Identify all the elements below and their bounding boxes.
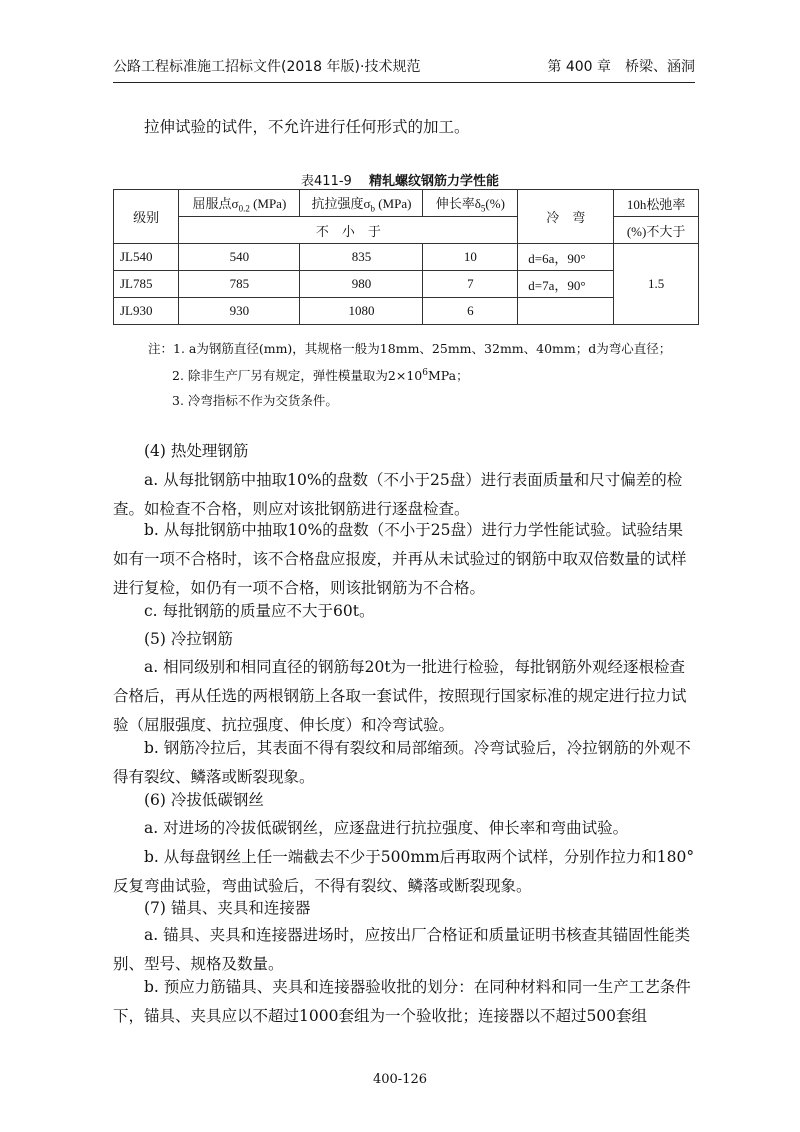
cell-elongation: 10: [423, 244, 518, 271]
header-document-title: 公路工程标准施工招标文件(2018 年版)·技术规范: [113, 59, 421, 75]
header-relaxation-2: (%)不大于: [614, 217, 699, 244]
paragraph-6a: a. 对进场的冷拔低碳钢丝，应逐盘进行抗拉强度、伸长率和弯曲试验。: [144, 819, 629, 837]
table-row: [114, 244, 699, 271]
page-number: 400-126: [372, 1072, 428, 1087]
cell-grade: JL540: [114, 244, 179, 271]
cell-relaxation: 1.5: [614, 244, 699, 325]
cell-elongation: 7: [423, 271, 518, 298]
header-elongation: 伸长率$\delta_5(\%)$: [423, 190, 518, 217]
mechanical-properties-table: [113, 189, 699, 325]
header-tensile: 抗拉强度$\sigma_b$ (MPa): [300, 190, 423, 217]
section-heading-6: (6) 冷拔低碳钢丝: [144, 791, 264, 809]
header-not-less-than: 不 小 于: [179, 217, 518, 244]
header-relaxation-1: 10h松弛率: [614, 190, 699, 217]
table-row: [114, 298, 699, 325]
paragraph-7b: b. 预应力筋锚具、夹具和连接器验收批的划分：在同种材料和同一生产工艺条件下，锚具、夹具应以不超过1000套组为一个验收批；连接器以不超过500套组: [113, 978, 691, 1025]
paragraph-5b: b. 钢筋冷拉后，其表面不得有裂纹和局部缩颈。冷弯试验后，冷拉钢筋的外观不得有裂纹、鳞落或断裂现象。: [113, 739, 691, 786]
header-yield: 屈服点$\sigma_{0.2}$ (MPa): [179, 190, 300, 217]
paragraph-4a: a. 从每批钢筋中抽取10%的盘数（不小于25盘）进行表面质量和尺寸偏差的检查。如检查不合格，则应对该批钢筋进行逐盘检查。: [113, 471, 683, 518]
note-1: 注：1. a为钢筋直径(mm)，其规格一般为18mm、25mm、32mm、40mm；d为弯心直径；: [148, 341, 672, 356]
cell-tensile: 1080: [300, 298, 423, 325]
header-rule: [113, 82, 695, 83]
cell-cold-bend: d=6a，90°: [518, 244, 614, 271]
intro-line: 拉伸试验的试件，不允许进行任何形式的加工。: [144, 118, 470, 136]
paragraph-4c: c. 每批钢筋的质量应不大于60t。: [144, 602, 375, 620]
cell-cold-bend: [518, 298, 614, 325]
section-heading-7: (7) 锚具、夹具和连接器: [144, 899, 311, 917]
cell-yield: 930: [179, 298, 300, 325]
table-caption-number: 表411-9: [301, 174, 352, 189]
paragraph-4b: b. 从每批钢筋中抽取10%的盘数（不小于25盘）进行力学性能试验。试验结果如有一项不合格时，该不合格盘应报废，并再从未试验过的钢筋中取双倍数量的试样进行复检，如仍有一项不合格，则该批钢筋为不合格。: [113, 521, 687, 597]
cell-grade: JL785: [114, 271, 179, 298]
note-3: 3. 冷弯指标不作为交货条件。: [172, 393, 338, 409]
cell-tensile: 980: [300, 271, 423, 298]
table-header-row: [114, 190, 699, 217]
note-2: 2. 除非生产厂另有规定，弹性模量取为$2\times 10^6MPa$；: [172, 368, 469, 384]
page-header: [113, 56, 695, 80]
table-notes: [148, 336, 671, 413]
cell-yield: 540: [179, 244, 300, 271]
section-heading-4: (4) 热处理钢筋: [144, 442, 249, 460]
cell-cold-bend: d=7a，90°: [518, 271, 614, 298]
table-row: [114, 271, 699, 298]
table-caption-title: 精轧螺纹钢筋力学性能: [368, 174, 499, 189]
header-chapter-title: 第 400 章 桥梁、涵洞: [547, 59, 695, 75]
header-cold-bend: 冷 弯: [518, 190, 614, 244]
cell-elongation: 6: [423, 298, 518, 325]
paragraph-7a: a. 锚具、夹具和连接器进场时，应按出厂合格证和质量证明书核查其锚固性能类别、型号、规格及数量。: [113, 926, 691, 973]
cell-grade: JL930: [114, 298, 179, 325]
paragraph-6b: b. 从每盘钢丝上任一端截去不少于500mm后再取两个试样，分别作拉力和180°反复弯曲试验，弯曲试验后，不得有裂纹、鳞落或断裂现象。: [113, 848, 695, 895]
cell-tensile: 835: [300, 244, 423, 271]
paragraph-5a: a. 相同级别和相同直径的钢筋每20t为一批进行检验，每批钢筋外观经逐根检查合格后，再从任选的两根钢筋上各取一套试件，按照现行国家标准的规定进行拉力试验（屈服强度、抗拉强度、伸长度）和冷弯试验。: [113, 658, 687, 734]
section-heading-5: (5) 冷拉钢筋: [144, 630, 233, 648]
table-caption: [0, 170, 800, 189]
cell-yield: 785: [179, 271, 300, 298]
header-grade: 级别: [114, 190, 179, 244]
